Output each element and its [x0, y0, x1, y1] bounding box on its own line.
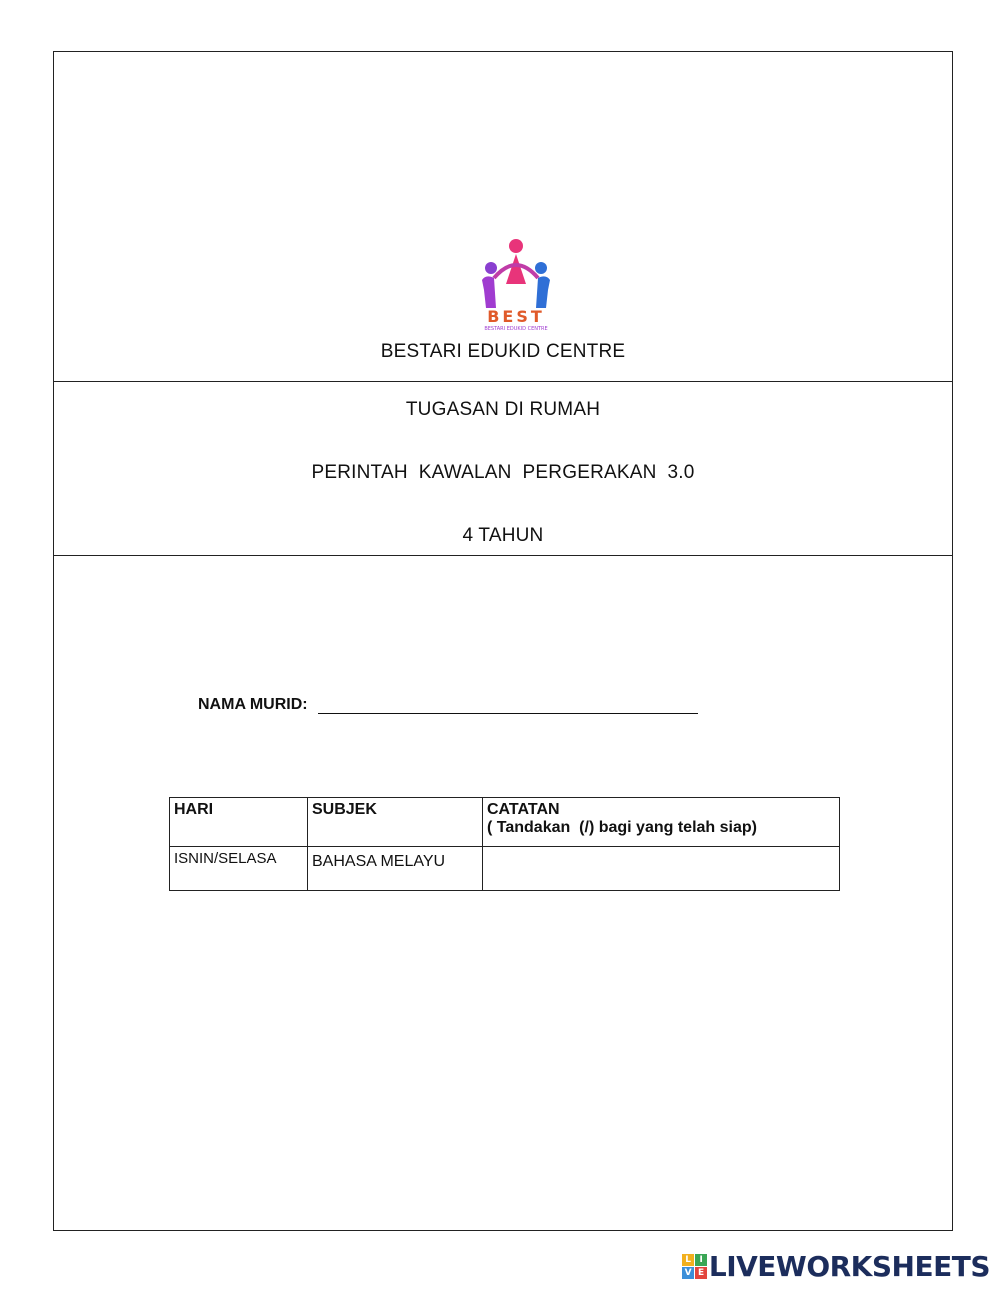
- svg-text:BEST: BEST: [487, 307, 545, 326]
- best-logo: [472, 232, 560, 332]
- header-catatan: [483, 798, 840, 847]
- student-name-field[interactable]: [318, 713, 698, 714]
- section-divider-1: [54, 381, 952, 382]
- student-name-label: NAMA MURID:: [198, 696, 308, 713]
- svg-text:BESTARI EDUKID CENTRE: BESTARI EDUKID CENTRE: [484, 326, 548, 332]
- header-subjek: SUBJEK: [308, 798, 483, 847]
- table-row: [170, 847, 840, 891]
- worksheet-frame: [53, 51, 953, 1231]
- table-header-row: [170, 798, 840, 847]
- title-line-1: TUGASAN DI RUMAH: [405, 399, 601, 420]
- centre-name: BESTARI EDUKID CENTRE: [380, 341, 626, 362]
- title-line-3: 4 TAHUN: [462, 525, 544, 546]
- section-divider-2: [54, 555, 952, 556]
- header-hari: HARI: [170, 798, 308, 847]
- title-line-2: PERINTAH KAWALAN PERGERAKAN 3.0: [311, 462, 695, 483]
- header-catatan-note: ( Tandakan (/) bagi yang telah siap): [487, 819, 757, 836]
- cell-catatan[interactable]: [483, 847, 840, 891]
- brand-name: LIVEWORKSHEETS: [708, 1250, 990, 1283]
- cell-hari: ISNIN/SELASA: [170, 847, 308, 891]
- liveworksheets-brand: [682, 1250, 990, 1283]
- liveworksheets-icon: L I V E: [682, 1254, 707, 1279]
- cell-subjek: BAHASA MELAYU: [308, 847, 483, 891]
- header-catatan-label: CATATAN: [487, 801, 560, 818]
- task-table: [169, 797, 840, 891]
